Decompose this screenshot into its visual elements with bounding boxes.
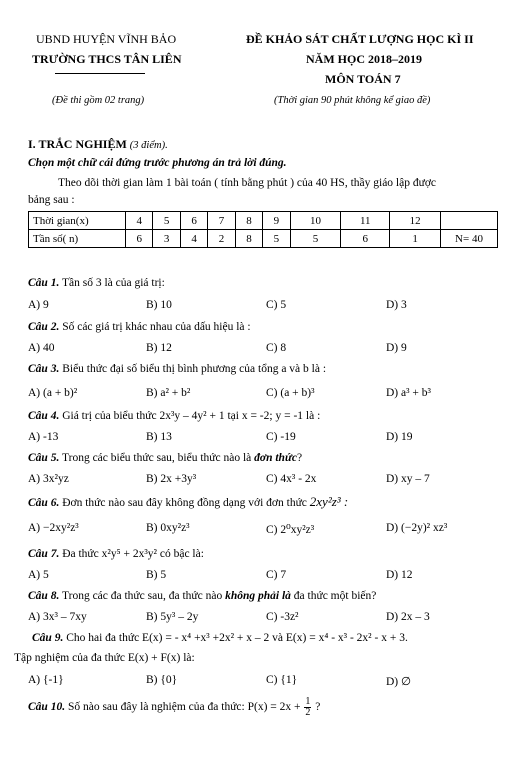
table-cell: 5	[153, 212, 180, 230]
table-row	[29, 230, 498, 248]
table-cell: 6	[341, 230, 390, 248]
header-pages-note: (Đề thi gồm 02 trang)	[52, 95, 145, 106]
option-d[interactable]: D) 9	[386, 342, 407, 354]
table-cell: 6	[126, 230, 153, 248]
table-cell: 6	[180, 212, 207, 230]
section-title-text: I. TRẮC NGHIỆM	[28, 137, 127, 151]
table-cell: 8	[235, 230, 262, 248]
section-instruction: Chọn một chữ cái đứng trước phương án trả lời đúng.	[28, 157, 287, 169]
option-c[interactable]: C) {1}	[266, 674, 298, 686]
option-a[interactable]: A) 3x³ – 7xy	[28, 611, 87, 623]
question-emphasis: đơn thức	[254, 452, 297, 464]
option-c[interactable]: C) -3z²	[266, 611, 299, 623]
option-b[interactable]: B) 13	[146, 431, 172, 443]
section-points: (3 điểm).	[129, 140, 168, 151]
table-cell: 10	[290, 212, 341, 230]
question-7	[28, 548, 204, 560]
option-b[interactable]: B) 5	[146, 569, 167, 581]
question-number: Câu 8.	[28, 590, 60, 602]
option-d[interactable]: D) 3	[386, 299, 407, 311]
question-text: Số các giá trị khác nhau của dấu hiệu là :	[59, 321, 251, 333]
question-number: Câu 7.	[28, 548, 60, 560]
option-c[interactable]: C) 5	[266, 299, 287, 311]
intro-line-1: Theo dõi thời gian làm 1 bài toán ( tính bằng phút ) của 40 HS, thầy giáo lập được	[58, 177, 437, 189]
question-5-options	[0, 473, 524, 489]
question-text: Đa thức x²y⁵ + 2x³y² có bậc là:	[59, 548, 204, 560]
question-number: Câu 6.	[28, 497, 60, 509]
option-b[interactable]: B) 5y³ – 2y	[146, 611, 199, 623]
option-b[interactable]: B) 12	[146, 342, 172, 354]
question-2	[28, 321, 251, 333]
question-6-options	[0, 522, 524, 542]
question-text: Đơn thức nào sau đây không đồng dạng với đơn thức	[59, 497, 310, 509]
question-9-line2: Tập nghiệm của đa thức E(x) + F(x) là:	[14, 652, 195, 664]
section-title	[28, 137, 168, 152]
question-9	[32, 632, 408, 644]
table-row-label: Tần số( n)	[29, 230, 126, 248]
table-cell: 7	[208, 212, 235, 230]
option-d[interactable]: D) xy – 7	[386, 473, 430, 485]
question-number: Câu 5.	[28, 452, 60, 464]
frequency-table	[28, 211, 498, 248]
question-3	[28, 363, 326, 375]
option-a[interactable]: A) -13	[28, 431, 59, 443]
option-c[interactable]: C) 4x³ - 2x	[266, 473, 317, 485]
question-2-options	[0, 342, 524, 358]
question-7-options	[0, 569, 524, 585]
table-cell: 5	[263, 230, 290, 248]
question-tail: ?	[312, 701, 321, 714]
question-6	[28, 494, 348, 510]
question-text: Cho hai đa thức E(x) = - x⁴ +x³ +2x² + x – 2 và E(x) = x⁴ - x³ - 2x² - x + 3.	[63, 632, 408, 644]
question-number: Câu 9.	[32, 632, 64, 644]
option-c[interactable]: C) -19	[266, 431, 296, 443]
option-c[interactable]: C) 2⁰xy²z³	[266, 524, 315, 536]
option-b[interactable]: B) a² + b²	[146, 387, 191, 399]
option-c[interactable]: C) (a + b)³	[266, 387, 315, 399]
table-cell	[441, 212, 498, 230]
option-a[interactable]: A) (a + b)²	[28, 387, 78, 399]
question-number: Câu 10.	[28, 701, 66, 714]
option-a[interactable]: A) 3x²yz	[28, 473, 69, 485]
option-c[interactable]: C) 7	[266, 569, 287, 581]
header-school: TRƯỜNG THCS TÂN LIÊN	[32, 52, 182, 66]
question-text: Biểu thức đại số biểu thị bình phương của tổng a và b là :	[59, 363, 327, 375]
table-cell: 8	[235, 212, 262, 230]
table-cell: 1	[390, 230, 441, 248]
question-text: Trong các đa thức sau, đa thức nào	[59, 590, 226, 602]
question-number: Câu 4.	[28, 410, 60, 422]
school-year: NĂM HỌC 2018–2019	[306, 52, 422, 66]
option-a[interactable]: A) 9	[28, 299, 49, 311]
question-text: Tần số 3 là của giá trị:	[59, 277, 165, 289]
intro-line-2: bảng sau :	[28, 194, 75, 206]
question-1-options	[0, 299, 524, 315]
question-text: Giá trị của biểu thức 2x³y – 4y² + 1 tại x = -2; y = -1 là :	[59, 410, 321, 422]
option-a[interactable]: A) 5	[28, 569, 49, 581]
table-cell: 9	[263, 212, 290, 230]
subject: MÔN TOÁN 7	[325, 72, 401, 86]
option-c[interactable]: C) 8	[266, 342, 287, 354]
question-9-options	[0, 674, 524, 690]
fraction	[304, 697, 311, 718]
question-tail: ?	[296, 452, 303, 464]
exam-title: ĐỀ KHẢO SÁT CHẤT LƯỢNG HỌC KÌ II	[246, 32, 474, 46]
table-cell: 5	[290, 230, 341, 248]
question-number: Câu 1.	[28, 277, 60, 289]
table-cell: N= 40	[441, 230, 498, 248]
option-d[interactable]: D) ∅	[386, 676, 412, 688]
question-4	[28, 410, 320, 422]
question-8	[28, 590, 376, 602]
question-text: Số nào sau đây là nghiệm của đa thức: P(x) = 2x +	[65, 701, 304, 714]
table-cell: 11	[341, 212, 390, 230]
option-d[interactable]: D) 2x – 3	[386, 611, 430, 623]
time-note: (Thời gian 90 phút không kể giao đề)	[274, 95, 431, 106]
option-b[interactable]: B) 10	[146, 299, 172, 311]
table-cell: 3	[153, 230, 180, 248]
question-8-options	[0, 611, 524, 627]
option-b[interactable]: B) 0xy²z³	[146, 522, 190, 534]
fraction-numerator: 1	[305, 696, 311, 707]
question-4-options	[0, 431, 524, 447]
question-emphasis: không phải là	[225, 590, 291, 602]
question-number: Câu 2.	[28, 321, 60, 333]
table-row	[29, 212, 498, 230]
table-cell: 2	[208, 230, 235, 248]
table-cell: 4	[180, 230, 207, 248]
option-a[interactable]: A) 40	[28, 342, 55, 354]
option-a[interactable]: A) −2xy²z³	[28, 522, 79, 534]
fraction-denominator: 2	[305, 707, 311, 718]
option-d[interactable]: D) 19	[386, 431, 413, 443]
option-d[interactable]: D) 12	[386, 569, 413, 581]
question-1	[28, 277, 165, 289]
option-d[interactable]: D) a³ + b³	[386, 387, 431, 399]
question-tail: đa thức một biến?	[290, 590, 377, 602]
table-cell: 4	[126, 212, 153, 230]
question-3-options	[0, 387, 524, 405]
option-b[interactable]: B) 2x +3y³	[146, 473, 197, 485]
table-cell: 12	[390, 212, 441, 230]
option-d[interactable]: D) (−2y)² xz³	[386, 522, 448, 534]
option-a[interactable]: A) {-1}	[28, 674, 64, 686]
header-divider	[55, 73, 145, 74]
question-tail: 2xy²z³ :	[309, 494, 349, 509]
question-number: Câu 3.	[28, 363, 60, 375]
question-10	[28, 697, 320, 718]
question-text: Trong các biểu thức sau, biểu thức nào là	[59, 452, 255, 464]
table-row-label: Thời gian(x)	[29, 212, 126, 230]
question-5	[28, 452, 302, 464]
header-dept: UBND HUYỆN VĨNH BẢO	[36, 32, 177, 46]
option-b[interactable]: B) {0}	[146, 674, 178, 686]
